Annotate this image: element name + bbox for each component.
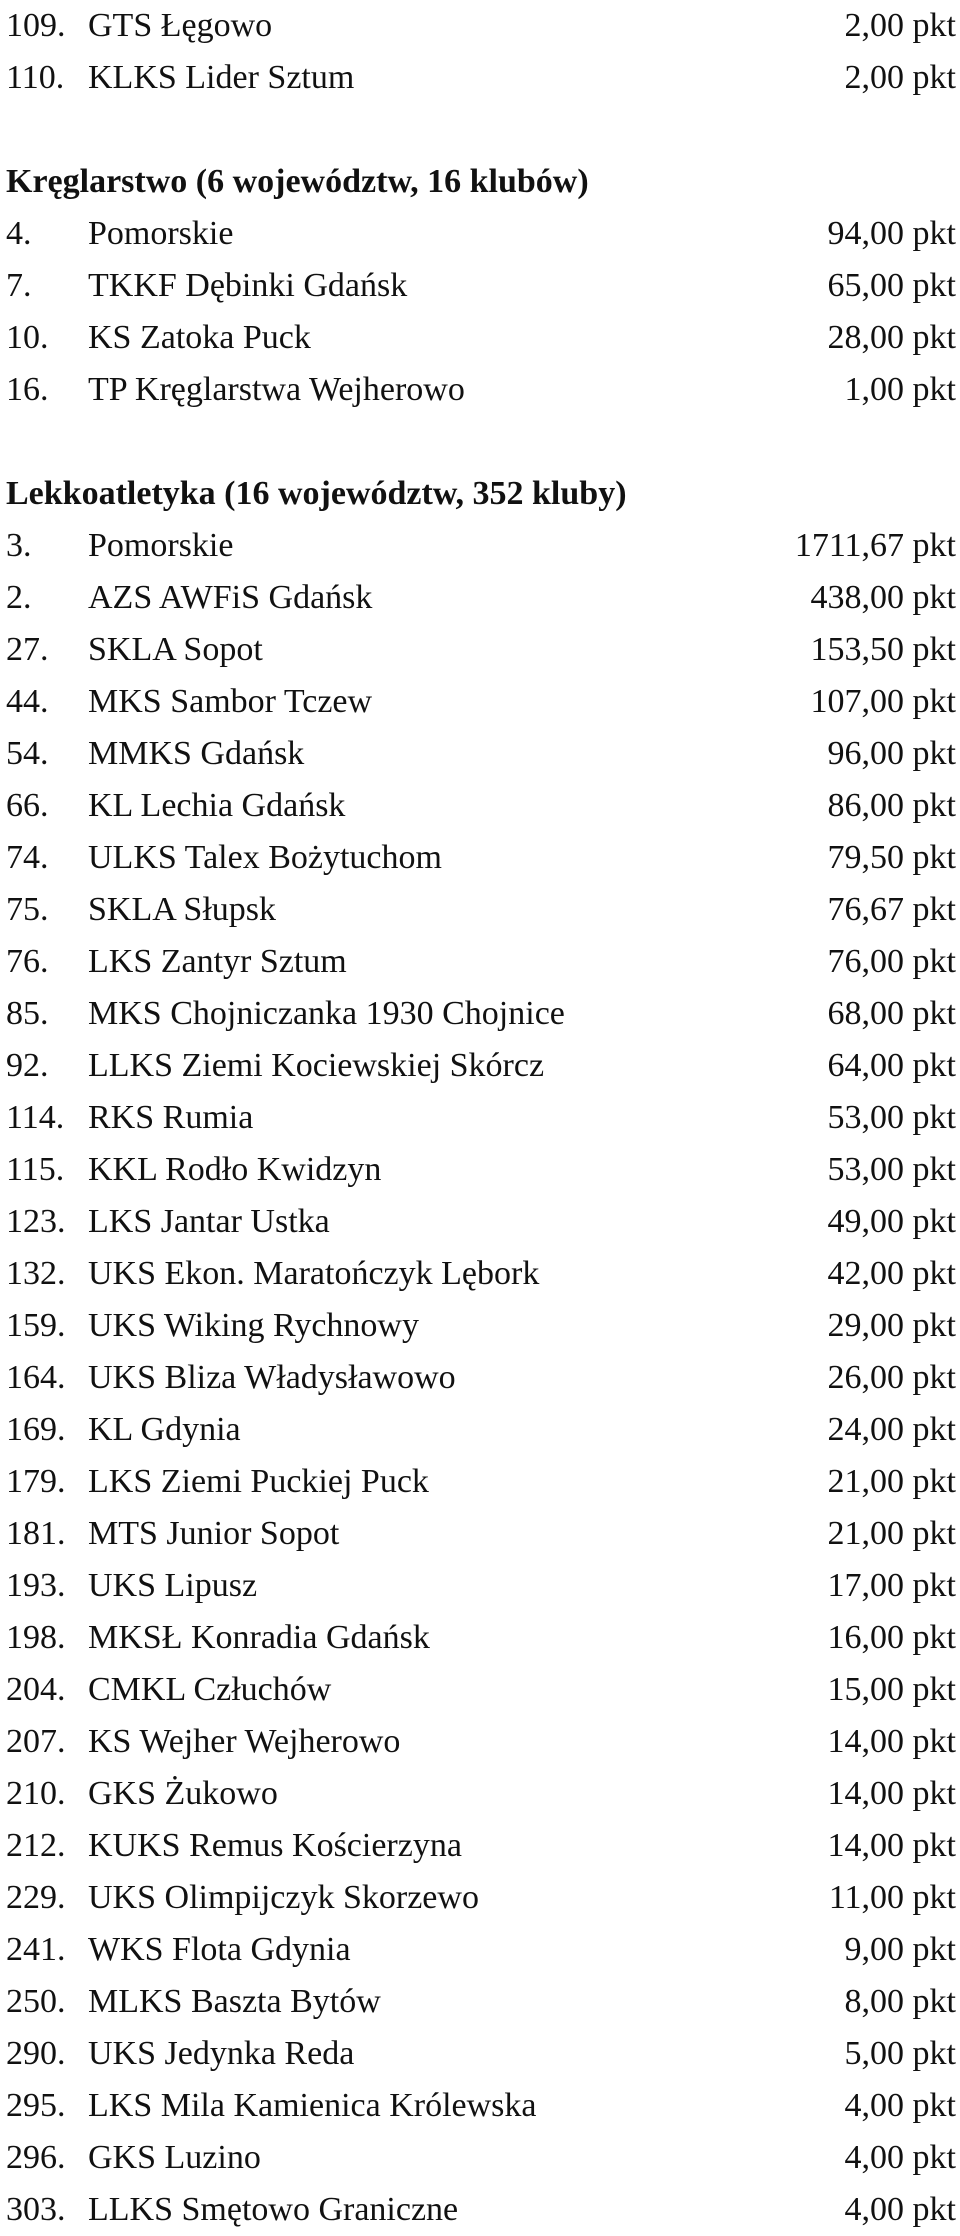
club-name: RKS Rumia — [88, 1099, 254, 1136]
ranking-row — [6, 208, 956, 260]
points-value: 68,00 pkt — [827, 995, 956, 1032]
ranking-row — [6, 936, 956, 988]
rank-number: 164. — [6, 1359, 66, 1396]
rank-number: 169. — [6, 1411, 66, 1448]
ranking-row — [6, 2028, 956, 2080]
ranking-row — [6, 52, 956, 104]
club-name: LKS Zantyr Sztum — [88, 943, 347, 980]
rank-number: 123. — [6, 1203, 66, 1240]
ranking-row — [6, 572, 956, 624]
rank-number: 75. — [6, 891, 49, 928]
rank-number: 193. — [6, 1567, 66, 1604]
points-value: 49,00 pkt — [827, 1203, 956, 1240]
ranking-row — [6, 1248, 956, 1300]
points-value: 24,00 pkt — [827, 1411, 956, 1448]
ranking-row — [6, 832, 956, 884]
ranking-row — [6, 1560, 956, 1612]
rank-number: 16. — [6, 371, 49, 408]
ranking-row — [6, 2132, 956, 2184]
club-name: MKS Sambor Tczew — [88, 683, 373, 720]
rank-number: 250. — [6, 1983, 66, 2020]
ranking-row — [6, 2184, 956, 2236]
ranking-row — [6, 1716, 956, 1768]
points-value: 53,00 pkt — [827, 1099, 956, 1136]
club-name: UKS Wiking Rychnowy — [88, 1307, 419, 1344]
points-value: 86,00 pkt — [827, 787, 956, 824]
points-value: 5,00 pkt — [844, 2035, 956, 2072]
rank-number: 198. — [6, 1619, 66, 1656]
rank-number: 204. — [6, 1671, 66, 1708]
club-name: KS Wejher Wejherowo — [88, 1723, 401, 1760]
club-name: MKSŁ Konradia Gdańsk — [88, 1619, 430, 1656]
ranking-row — [6, 1196, 956, 1248]
club-name: UKS Jedynka Reda — [88, 2035, 355, 2072]
points-value: 28,00 pkt — [827, 319, 956, 356]
ranking-row — [6, 1040, 956, 1092]
club-name: KUKS Remus Kościerzyna — [88, 1827, 462, 1864]
ranking-row — [6, 728, 956, 780]
points-value: 16,00 pkt — [827, 1619, 956, 1656]
rank-number: 4. — [6, 215, 32, 252]
rank-number: 7. — [6, 267, 32, 304]
club-name: LKS Mila Kamienica Królewska — [88, 2087, 537, 2124]
ranking-document — [6, 0, 956, 2236]
rank-number: 110. — [6, 59, 65, 96]
points-value: 14,00 pkt — [827, 1827, 956, 1864]
rank-number: 241. — [6, 1931, 66, 1968]
points-value: 1711,67 pkt — [794, 527, 956, 564]
rank-number: 85. — [6, 995, 49, 1032]
points-value: 64,00 pkt — [827, 1047, 956, 1084]
club-name: MMKS Gdańsk — [88, 735, 305, 772]
points-value: 153,50 pkt — [810, 631, 956, 668]
club-name: SKLA Słupsk — [88, 891, 276, 928]
points-value: 29,00 pkt — [827, 1307, 956, 1344]
ranking-row — [6, 1404, 956, 1456]
ranking-row — [6, 520, 956, 572]
points-value: 1,00 pkt — [844, 371, 956, 408]
points-value: 8,00 pkt — [844, 1983, 956, 2020]
points-value: 76,00 pkt — [827, 943, 956, 980]
points-value: 4,00 pkt — [844, 2087, 956, 2124]
club-name: KS Zatoka Puck — [88, 319, 311, 356]
ranking-row — [6, 1768, 956, 1820]
club-name: KLKS Lider Sztum — [88, 59, 355, 96]
club-name: ULKS Talex Bożytuchom — [88, 839, 442, 876]
club-name: CMKL Człuchów — [88, 1671, 332, 1708]
section-spacer — [6, 416, 956, 468]
rank-number: 207. — [6, 1723, 66, 1760]
rank-number: 54. — [6, 735, 49, 772]
points-value: 14,00 pkt — [827, 1723, 956, 1760]
ranking-row — [6, 312, 956, 364]
points-value: 94,00 pkt — [827, 215, 956, 252]
club-name: MTS Junior Sopot — [88, 1515, 340, 1552]
ranking-row — [6, 1820, 956, 1872]
section-heading: Kręglarstwo (6 województw, 16 klubów) — [6, 163, 589, 200]
club-name: LLKS Smętowo Graniczne — [88, 2191, 459, 2228]
club-name: UKS Lipusz — [88, 1567, 258, 1604]
rank-number: 290. — [6, 2035, 66, 2072]
points-value: 11,00 pkt — [828, 1879, 956, 1916]
ranking-row — [6, 1976, 956, 2028]
rank-number: 296. — [6, 2139, 66, 2176]
section-spacer — [6, 104, 956, 156]
rank-number: 181. — [6, 1515, 66, 1552]
rank-number: 2. — [6, 579, 32, 616]
club-name: TKKF Dębinki Gdańsk — [88, 267, 408, 304]
ranking-row — [6, 884, 956, 936]
points-value: 26,00 pkt — [827, 1359, 956, 1396]
ranking-row — [6, 1456, 956, 1508]
club-name: GTS Łęgowo — [88, 7, 273, 44]
club-name: AZS AWFiS Gdańsk — [88, 579, 373, 616]
ranking-row — [6, 0, 956, 52]
club-name: KL Gdynia — [88, 1411, 241, 1448]
rank-number: 74. — [6, 839, 49, 876]
points-value: 15,00 pkt — [827, 1671, 956, 1708]
club-name: KL Lechia Gdańsk — [88, 787, 346, 824]
ranking-row — [6, 1092, 956, 1144]
club-name: UKS Bliza Władysławowo — [88, 1359, 456, 1396]
points-value: 96,00 pkt — [827, 735, 956, 772]
rank-number: 159. — [6, 1307, 66, 1344]
ranking-row — [6, 676, 956, 728]
points-value: 4,00 pkt — [844, 2191, 956, 2228]
points-value: 65,00 pkt — [827, 267, 956, 304]
points-value: 79,50 pkt — [827, 839, 956, 876]
rank-number: 109. — [6, 7, 66, 44]
points-value: 17,00 pkt — [827, 1567, 956, 1604]
club-name: KKL Rodło Kwidzyn — [88, 1151, 382, 1188]
rank-number: 295. — [6, 2087, 66, 2124]
points-value: 14,00 pkt — [827, 1775, 956, 1812]
points-value: 42,00 pkt — [827, 1255, 956, 1292]
points-value: 107,00 pkt — [810, 683, 956, 720]
points-value: 2,00 pkt — [844, 59, 956, 96]
rank-number: 132. — [6, 1255, 66, 1292]
points-value: 4,00 pkt — [844, 2139, 956, 2176]
rank-number: 179. — [6, 1463, 66, 1500]
ranking-row — [6, 988, 956, 1040]
points-value: 21,00 pkt — [827, 1463, 956, 1500]
points-value: 2,00 pkt — [844, 7, 956, 44]
rank-number: 92. — [6, 1047, 49, 1084]
club-name: GKS Żukowo — [88, 1775, 278, 1812]
ranking-row — [6, 1612, 956, 1664]
club-name: GKS Luzino — [88, 2139, 261, 2176]
club-name: Pomorskie — [88, 527, 234, 564]
club-name: LLKS Ziemi Kociewskiej Skórcz — [88, 1047, 545, 1084]
club-name: LKS Jantar Ustka — [88, 1203, 330, 1240]
ranking-row — [6, 364, 956, 416]
ranking-row — [6, 260, 956, 312]
ranking-row — [6, 1352, 956, 1404]
club-name: MLKS Baszta Bytów — [88, 1983, 381, 2020]
club-name: WKS Flota Gdynia — [88, 1931, 351, 1968]
ranking-row — [6, 1924, 956, 1976]
rank-number: 115. — [6, 1151, 65, 1188]
rank-number: 3. — [6, 527, 32, 564]
ranking-row — [6, 2080, 956, 2132]
club-name: Pomorskie — [88, 215, 234, 252]
points-value: 76,67 pkt — [827, 891, 956, 928]
rank-number: 10. — [6, 319, 49, 356]
rank-number: 66. — [6, 787, 49, 824]
club-name: UKS Olimpijczyk Skorzewo — [88, 1879, 479, 1916]
section-heading: Lekkoatletyka (16 województw, 352 kluby) — [6, 475, 627, 512]
ranking-row — [6, 1872, 956, 1924]
rank-number: 44. — [6, 683, 49, 720]
club-name: UKS Ekon. Maratończyk Lębork — [88, 1255, 540, 1292]
rank-number: 76. — [6, 943, 49, 980]
points-value: 21,00 pkt — [827, 1515, 956, 1552]
ranking-row — [6, 1144, 956, 1196]
rank-number: 210. — [6, 1775, 66, 1812]
ranking-row — [6, 1300, 956, 1352]
ranking-row — [6, 1664, 956, 1716]
rank-number: 229. — [6, 1879, 66, 1916]
points-value: 438,00 pkt — [810, 579, 956, 616]
points-value: 9,00 pkt — [844, 1931, 956, 1968]
ranking-row — [6, 1508, 956, 1560]
club-name: MKS Chojniczanka 1930 Chojnice — [88, 995, 565, 1032]
club-name: TP Kręglarstwa Wejherowo — [88, 371, 465, 408]
rank-number: 212. — [6, 1827, 66, 1864]
club-name: LKS Ziemi Puckiej Puck — [88, 1463, 429, 1500]
points-value: 53,00 pkt — [827, 1151, 956, 1188]
club-name: SKLA Sopot — [88, 631, 263, 668]
ranking-row — [6, 624, 956, 676]
rank-number: 114. — [6, 1099, 65, 1136]
rank-number: 27. — [6, 631, 49, 668]
ranking-row — [6, 780, 956, 832]
rank-number: 303. — [6, 2191, 66, 2228]
